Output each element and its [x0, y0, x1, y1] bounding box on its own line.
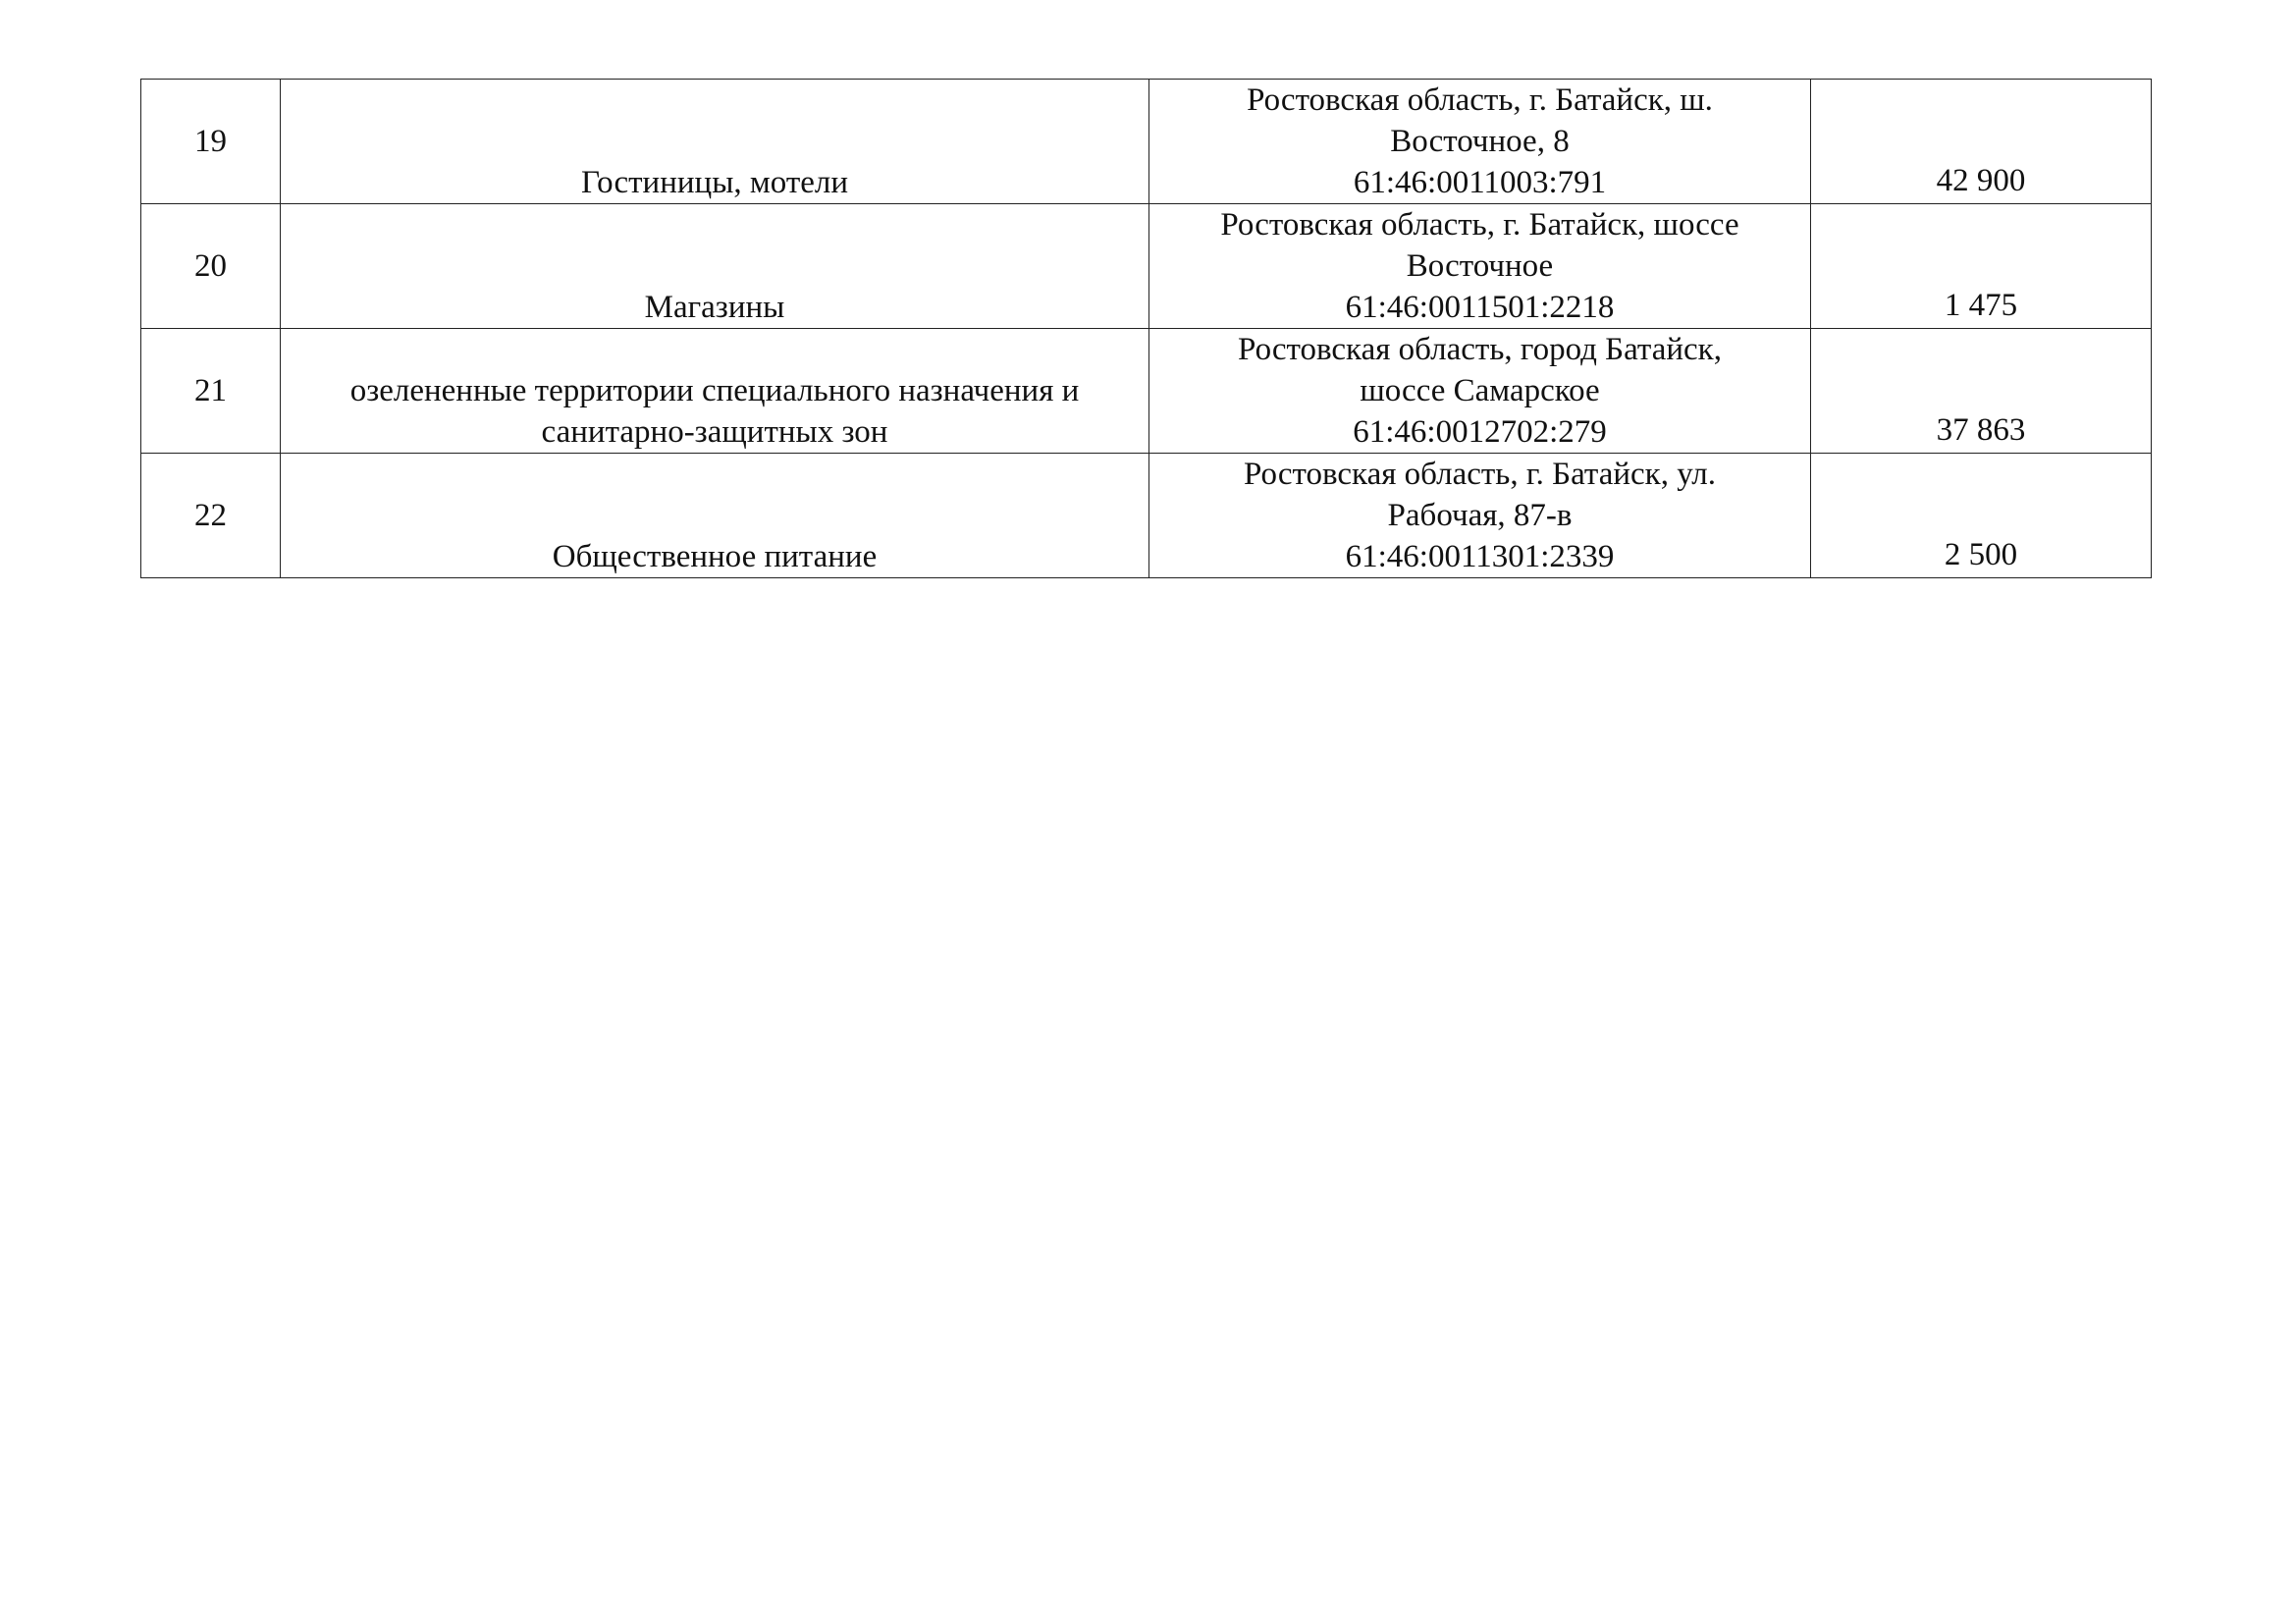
area-value: 2 500 — [1944, 537, 2018, 572]
permitted-use — [281, 454, 1149, 578]
area-cell — [1811, 204, 2152, 329]
address-cell — [1149, 204, 1811, 329]
permitted-use — [281, 329, 1149, 454]
area-value: 42 900 — [1936, 163, 2026, 198]
row-number: 21 — [141, 329, 281, 454]
address-cell — [1149, 329, 1811, 454]
permitted-use-text: Общественное питание — [552, 539, 878, 574]
area-cell — [1811, 454, 2152, 578]
table-row — [141, 329, 2152, 454]
table-row — [141, 454, 2152, 578]
cadastral-number: 61:46:0011501:2218 — [1345, 290, 1615, 325]
address-line-2: шоссе Самарское — [1360, 373, 1600, 408]
address-line-2: Восточное, 8 — [1390, 124, 1570, 159]
address-line-1: Ростовская область, город Батайск, — [1238, 332, 1722, 367]
permitted-use — [281, 80, 1149, 204]
permitted-use-text: Гостиницы, мотели — [580, 165, 849, 200]
address-line-2: Восточное — [1406, 248, 1554, 284]
row-number: 22 — [141, 454, 281, 578]
area-cell — [1811, 80, 2152, 204]
land-plots-table — [140, 79, 2152, 578]
address-line-1: Ростовская область, г. Батайск, ш. — [1247, 82, 1713, 118]
cadastral-number: 61:46:0011003:791 — [1353, 165, 1607, 200]
table-row — [141, 204, 2152, 329]
area-value: 37 863 — [1936, 412, 2026, 448]
permitted-use-text: озелененные территории специального назначения и санитарно-защитных зон — [349, 373, 1080, 450]
cadastral-number: 61:46:0012702:279 — [1353, 414, 1607, 450]
row-number: 20 — [141, 204, 281, 329]
permitted-use — [281, 204, 1149, 329]
area-cell — [1811, 329, 2152, 454]
table-row — [141, 80, 2152, 204]
address-line-2: Рабочая, 87-в — [1387, 498, 1573, 533]
permitted-use-text: Магазины — [644, 290, 785, 325]
address-line-1: Ростовская область, г. Батайск, шоссе — [1220, 207, 1739, 243]
address-line-1: Ростовская область, г. Батайск, ул. — [1244, 457, 1716, 492]
cadastral-number: 61:46:0011301:2339 — [1345, 539, 1615, 574]
address-cell — [1149, 454, 1811, 578]
address-cell — [1149, 80, 1811, 204]
area-value: 1 475 — [1944, 288, 2018, 323]
row-number: 19 — [141, 80, 281, 204]
